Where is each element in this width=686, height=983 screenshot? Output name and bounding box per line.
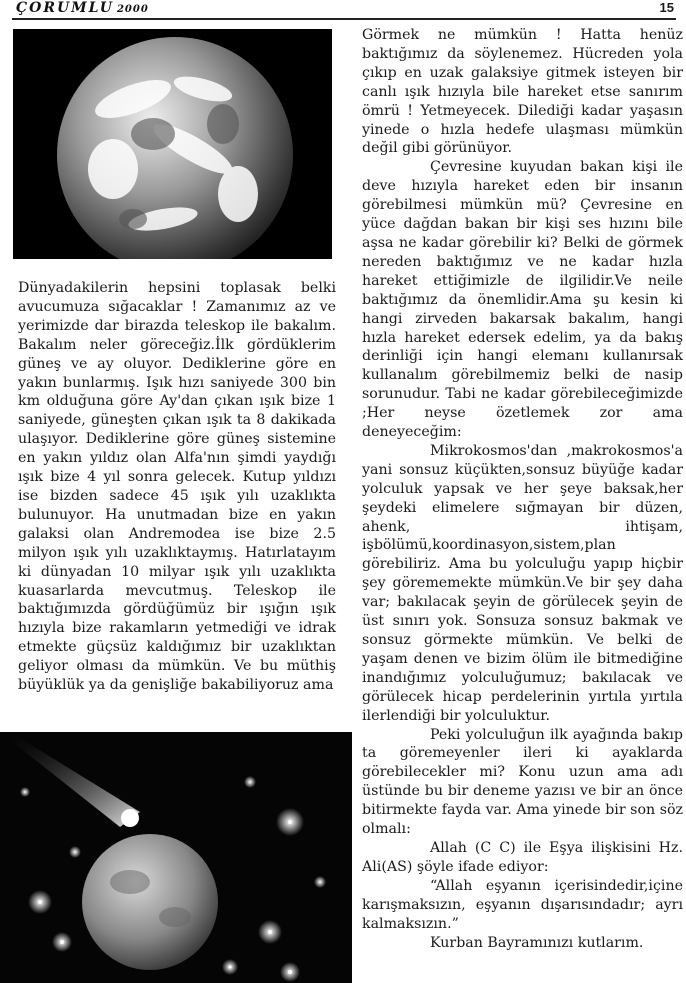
magazine-logo	[16, 0, 149, 16]
left-paragraph: Dünyadakilerin hepsini toplasak belki avucumuza sığacaklar ! Zamanımız az ve yerimizde dar birazda teleskop ile bakalım. Bakalım neler göreceğiz.İlk gördüklerim güneş ve ay oluyor. Dediklerine göre en yakın bunlarmış. Işık hızı saniyede 300 bin km olduğuna göre Ay'dan çıkan ışık bize 1 saniyede, güneşten çıkan ışık ta 8 dakikada ulaşıyor. Dediklerine göre güneş sistemine en yakın yıldız olan Alfa'nın şimdi yaydığı ışık bize 4 yıl sonra gelecek. Kutup yıldızı ise bizden sadece 45 ışık yılı uzaklıkta bulunuyor. Ha unutmadan bize en yakın galaksi olan Andremodea ise bize 2.5 milyon ışık yılı uzaklıktaymış. Hatırlatayım ki dünyadan 10 milyar ışık yılı uzaklıkta kuasarlarda mevcutmuş. Teleskop ile baktığımızda gördüğümüz bir ışığın ışık hızıyla bize rakamların yetmediği ve idrak etmekte güçsüz kaldığımız bir uzaklıktan geliyor olması da mümkün. Ve bu müthiş büyüklük ya da genişliğe bakabiliyoruz ama	[18, 280, 336, 694]
closing-line: Kurban Bayramınızı kutlarım.	[430, 934, 644, 951]
right-paragraph: Peki yolculuğun ilk ayağında bakıp ta göremeyenler ileri ki ayaklarda görebilecekler mi? Konu uzun ama adı üstünde bu bir deneme yazısı ve bir an önce bitirmekte fayda var. Ama yinede bir son söz olmalı:	[362, 726, 683, 838]
logo-text: ÇORUMLU	[16, 0, 114, 16]
right-text-column	[362, 26, 683, 952]
left-text-column	[18, 279, 336, 695]
header-rule	[12, 18, 676, 20]
right-paragraph: Çevresine kuyudan bakan kişi ile deve hızıyla hareket eden bir insanın görebilmesi mümkün mü? Çevresine en yüce dağdan bakan bir kişi ses hızını bile aşsa ne kadar görebilir ki? Belki de görmek nereden baktığımız ve ne kadar hızla hareket ettiğimizle de ilgilidir.Ve neile baktığımız da önemlidir.Ama şu kesin ki hangi zirveden bakarsak bakalım, hangi hızla hareket edersek edelim, ya da bakış derinliği için hangi elemanı kullanırsak kullanalım görebilmemiz belki de nasip sorunudur. Tabi ne kadar görebileceğimizde ;Her neyse özetlemek zor ama deneyeceğim:	[362, 159, 683, 441]
earth-globe-photo	[13, 29, 332, 259]
right-paragraph: Allah (C C) ile Eşya ilişkisini Hz. Ali(AS) şöyle ifade ediyor:	[362, 839, 683, 875]
logo-year: 2000	[116, 4, 149, 15]
planet-and-comet-photo	[0, 732, 352, 983]
right-paragraph: Görmek ne mümkün ! Hatta henüz baktığımız da söylenemez. Hücreden yola çıkıp en uzak galaksiye gitmek isteyen bir canlı ışık hızıyla bile hareket etse sanırım ömrü ! Yetmeyecek. Dilediği kadar yaşasın yinede o hızla hedefe ulaşması mümkün değil gibi görünüyor.	[362, 27, 683, 157]
page-number: 15	[659, 0, 674, 15]
right-paragraph: Mikrokosmos'dan ,makrokosmos'a yani sonsuz küçükten,sonsuz büyüğe kadar yolculuk yapsak ve her şeye baksak,her şeydeki elimelere sığmayan bir düzen, ahenk, ihtişam, işbölümü,koordinasyon,sistem,plan görebiliriz. Ama bu yolculuğu yapıp hiçbir şey görememekte mümkün.Ve bir şey daha var; bakılacak şeyin de görülecek şeyin de üst sınırı yok. Sonsuza sonsuz bakmak ve sonsuz görmekte mümkün. Ve belki de yaşam denen ve bizim ölüm ile bitmediğine inandığımız yolculuğumuz; bakılacak ve görülecek hicap perdelerinin yırtıla yırtıla ilerlendiği bir yolculuktur.	[362, 442, 683, 724]
quote-paragraph: “Allah eşyanın içerisindedir,içine karışmaksızın, eşyanın dışarısındadır; ayrı kalmaksızın.”	[362, 877, 683, 932]
